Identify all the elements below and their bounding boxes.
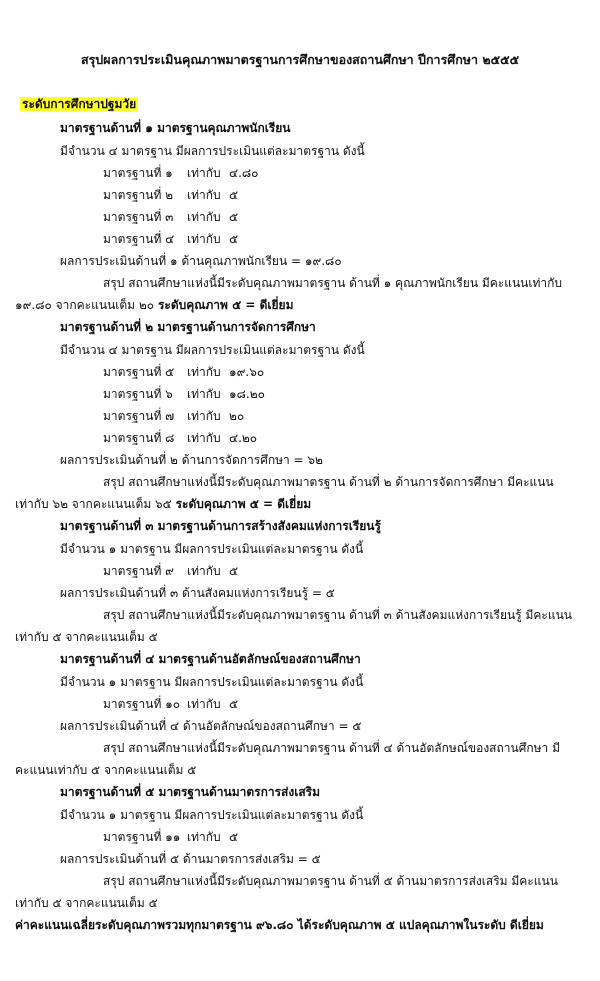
section-4-heading: มาตรฐานด้านที่ ๔ มาตรฐานด้านอัตลักษณ์ของสถานศึกษา	[60, 652, 361, 666]
section-2-quality-level: ระดับคุณภาพ ๕ = ดีเยี่ยม	[175, 497, 312, 511]
standard-10-row: มาตรฐานที่ ๑๐ เท่ากับ ๕	[103, 697, 239, 711]
document-title: สรุปผลการประเมินคุณภาพมาตรฐานการศึกษาของสถานศึกษา ปีการศึกษา ๒๕๕๕	[80, 52, 520, 67]
section-5-summary-cont: เท่ากับ ๕ จากคะแนนเต็ม ๕	[15, 896, 158, 910]
level-heading-highlight: ระดับการศึกษาปฐมวัย	[22, 97, 137, 111]
section-5-summary: สรุป สถานศึกษาแห่งนี้มีระดับคุณภาพมาตรฐาน ด้านที่ ๕ ด้านมาตรการส่งเสริม มีคะแนน	[103, 874, 558, 888]
section-3-heading: มาตรฐานด้านที่ ๓ มาตรฐานด้านการสร้างสังคมแห่งการเรียนรู้	[60, 519, 381, 533]
section-1-summary: สรุป สถานศึกษาแห่งนี้มีระดับคุณภาพมาตรฐาน ด้านที่ ๑ คุณภาพนักเรียน มีคะแนนเท่ากับ	[103, 276, 562, 290]
section-4-count: มีจำนวน ๑ มาตรฐาน มีผลการประเมินแต่ละมาตรฐาน ดังนี้	[60, 675, 364, 689]
section-5-result: ผลการประเมินด้านที่ ๕ ด้านมาตรการส่งเสริม = ๕	[60, 852, 321, 866]
level-heading	[20, 96, 138, 112]
section-4-result: ผลการประเมินด้านที่ ๔ ด้านอัตลักษณ์ของสถานศึกษา = ๕	[60, 719, 362, 733]
standard-7-row: มาตรฐานที่ ๗ เท่ากับ ๒๐	[103, 409, 245, 423]
standard-2-row: มาตรฐานที่ ๒ เท่ากับ ๕	[103, 188, 239, 202]
section-1-heading: มาตรฐานด้านที่ ๑ มาตรฐานคุณภาพนักเรียน	[60, 121, 291, 135]
section-5-heading: มาตรฐานด้านที่ ๕ มาตรฐานด้านมาตรการส่งเสริม	[60, 785, 321, 799]
section-1-summary-cont: ๑๙.๘๐ จากคะแนนเต็ม ๒๐ ระดับคุณภาพ ๕ = ดีเยี่ยม	[15, 298, 294, 312]
section-3-count: มีจำนวน ๑ มาตรฐาน มีผลการประเมินแต่ละมาตรฐาน ดังนี้	[60, 542, 364, 556]
section-5-count: มีจำนวน ๑ มาตรฐาน มีผลการประเมินแต่ละมาตรฐาน ดังนี้	[60, 808, 364, 822]
section-3-result: ผลการประเมินด้านที่ ๓ ด้านสังคมแห่งการเรียนรู้ = ๕	[60, 586, 335, 600]
standard-6-row: มาตรฐานที่ ๖ เท่ากับ ๑๘.๒๐	[103, 387, 265, 401]
standard-4-row: มาตรฐานที่ ๔ เท่ากับ ๕	[103, 232, 239, 246]
section-4-summary-cont: คะแนนเท่ากับ ๕ จากคะแนนเต็ม ๕	[15, 763, 197, 777]
section-4-summary: สรุป สถานศึกษาแห่งนี้มีระดับคุณภาพมาตรฐาน ด้านที่ ๔ ด้านอัตลักษณ์ของสถานศึกษา มี	[103, 741, 560, 755]
section-2-result: ผลการประเมินด้านที่ ๒ ด้านการจัดการศึกษา = ๖๒	[60, 453, 323, 467]
section-1-result: ผลการประเมินด้านที่ ๑ ด้านคุณภาพนักเรียน = ๑๙.๘๐	[60, 254, 342, 268]
standard-3-row: มาตรฐานที่ ๓ เท่ากับ ๕	[103, 210, 239, 224]
section-3-summary-cont: เท่ากับ ๕ จากคะแนนเต็ม ๕	[15, 630, 158, 644]
standard-8-row: มาตรฐานที่ ๘ เท่ากับ ๔.๒๐	[103, 431, 258, 445]
section-2-summary: สรุป สถานศึกษาแห่งนี้มีระดับคุณภาพมาตรฐาน ด้านที่ ๒ ด้านการจัดการศึกษา มีคะแนน	[103, 475, 554, 489]
section-2-count: มีจำนวน ๔ มาตรฐาน มีผลการประเมินแต่ละมาตรฐาน ดังนี้	[60, 343, 365, 357]
section-1-count: มีจำนวน ๔ มาตรฐาน มีผลการประเมินแต่ละมาตรฐาน ดังนี้	[60, 144, 365, 158]
standard-1-row: มาตรฐานที่ ๑ เท่ากับ ๔.๘๐	[103, 166, 259, 180]
section-1-quality-level: ระดับคุณภาพ ๕ = ดีเยี่ยม	[157, 298, 294, 312]
overall-average-line: ค่าคะแนนเฉลี่ยระดับคุณภาพรวมทุกมาตรฐาน ๙๖.๘๐ ได้ระดับคุณภาพ ๕ แปลคุณภาพในระดับ ดีเยี่ยม	[15, 918, 544, 932]
standard-9-row: มาตรฐานที่ ๙ เท่ากับ ๕	[103, 564, 239, 578]
standard-5-row: มาตรฐานที่ ๕ เท่ากับ ๑๙.๖๐	[103, 365, 265, 379]
section-3-summary: สรุป สถานศึกษาแห่งนี้มีระดับคุณภาพมาตรฐาน ด้านที่ ๓ ด้านสังคมแห่งการเรียนรู้ มีคะแนน	[103, 608, 573, 622]
section-2-summary-cont: เท่ากับ ๖๒ จากคะแนนเต็ม ๖๕ ระดับคุณภาพ ๕ = ดีเยี่ยม	[15, 497, 312, 511]
standard-11-row: มาตรฐานที่ ๑๑ เท่ากับ ๕	[103, 830, 239, 844]
section-2-heading: มาตรฐานด้านที่ ๒ มาตรฐานด้านการจัดการศึกษา	[60, 320, 316, 334]
